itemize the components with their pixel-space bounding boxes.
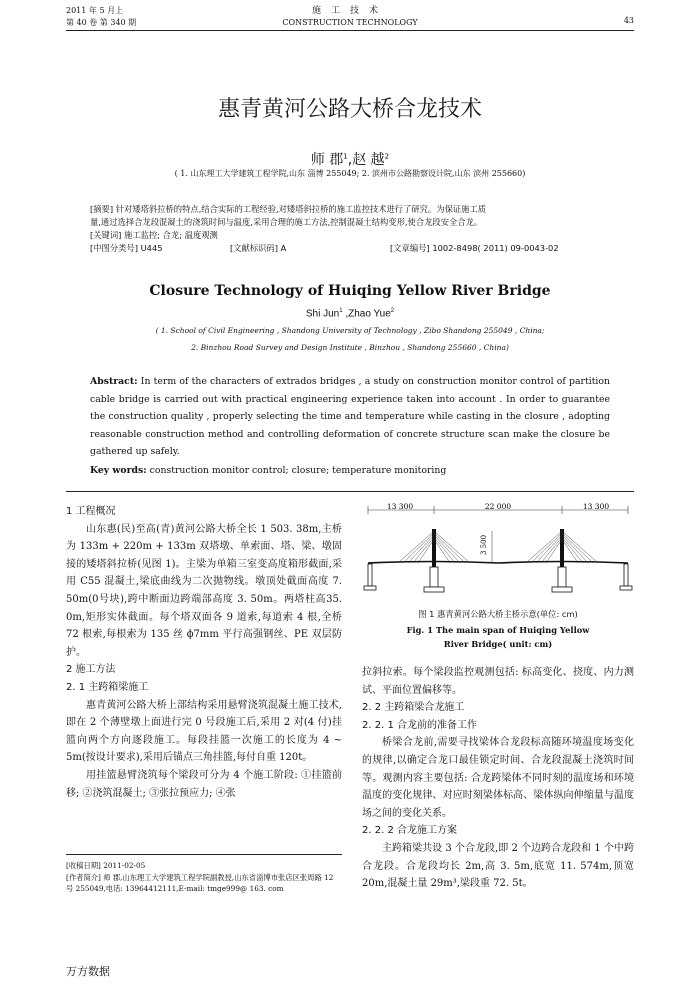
bridge-deck [368, 562, 628, 564]
dim-left-label: 13 300 [386, 503, 414, 511]
footnote-rule [66, 854, 342, 855]
tower-left [432, 529, 436, 567]
title-zh: 惠青黄河公路大桥合龙技术 [217, 97, 482, 122]
header-rule [66, 30, 634, 31]
section-2-2-2-heading: 2. 2. 2 合龙施工方案 [362, 825, 457, 837]
received-date: [收稿日期] 2011-02-05 [66, 861, 146, 870]
figure-caption-zh: 图 1 惠青黄河公路大桥主桥示意(单位: cm) [418, 609, 578, 619]
journal-name-zh: 施工技术 [311, 6, 388, 16]
section-2-2-1-paragraph: 桥梁合龙前,需要寻找梁体合龙段标高随环境温度场变化的规律,以确定合龙口最佳锁定时间、合龙段混凝土浇筑时间等。观测内容主要包括: 合龙跨梁体不同时刻的温度场和环境温度的变化规律、对应时刻梁体标高、梁体纵向伸缩量与温度场之间的变化关系。 [362, 737, 634, 819]
tower-right [560, 529, 564, 567]
title-en: Closure Technology of Huiqing Yellow River Bridge [149, 283, 551, 299]
pier-end-right [624, 564, 628, 586]
keywords-zh: [关键词] 施工监控; 合龙; 温度观测 [90, 230, 218, 240]
section-2-heading: 2 施工方法 [66, 664, 116, 676]
classification-line: [中图分类号] U445 [文献标识码] A [文章编号] 1002-8498( 2011) 09-0043-02 [90, 243, 559, 253]
bridge-elevation-figure [362, 503, 634, 603]
figure-caption-en-2: River Bridge( unit: cm) [443, 639, 553, 649]
affiliation-zh: ( 1. 山东理工大学建筑工程学院,山东 淄博 255049; 2. 滨州市公路勘察设计院,山东 滨州 255660) [174, 169, 526, 178]
section-2-2-2-paragraph: 主跨箱梁共设 3 个合龙段,即 2 个边跨合龙段和 1 个中跨合龙段。合龙段均长 2m,高 3. 5m,底宽 11. 574m,顶宽 20m,混凝土量 29m³,梁段重 72. 5t。 [362, 842, 634, 890]
stay-cables [398, 531, 598, 563]
left-column [66, 503, 342, 802]
keywords-en: Key words: construction monitor control; closure; temperature monitoring [90, 465, 447, 476]
pier-main-left [430, 567, 438, 587]
running-header-center [0, 5, 700, 29]
dim-right-label: 13 300 [582, 503, 610, 511]
section-2-1-paragraph-1: 惠青黄河公路大桥上部结构采用悬臂浇筑混凝土施工技术,即在 2 个薄壁墩上面进行完 0 号段施工后,采用 2 对(4 付)挂篮向两个方向逐段施工。每段挂篮一次施工的长度为 4 ~ 5m(按设计要求),采用后锚点三角挂篮,每付自重 120t。 [66, 699, 342, 764]
author-1-zh: 师 郡 [310, 152, 344, 168]
section-2-1-heading: 2. 1 主跨箱梁施工 [66, 681, 149, 693]
volume-issue: 第 40 卷 第 340 期 [66, 18, 137, 27]
section-2-2-heading: 2. 2 主跨箱梁合龙施工 [362, 702, 465, 714]
section-1-heading: 1 工程概况 [66, 506, 116, 517]
footnote [66, 860, 342, 895]
abstract-en: Abstract: In term of the characters of extrados bridges , a study on construction monitor control of partition cable bridge is carried out with practical engineering experience taken into account . In order to guarantee the construction quality , properly selecting the time and temperature while casting in the closure , adopting reasonable construction method and controlling deformation of concrete structure scan make the closure be gathered up safely. [90, 376, 610, 457]
pier-main-right [558, 567, 566, 587]
dim-height-label: 3 500 [480, 534, 488, 555]
section-2-1-paragraph-2: 用挂篮悬臂浇筑每个梁段可分为 4 个施工阶段: ①挂篮前移; ②浇筑混凝土; ③张拉预应力; ④张 [66, 769, 342, 799]
dim-mid-label: 22 000 [484, 503, 512, 511]
authors-en: Shi Jun$^1$ ,Zhao Yue$^2$ [305, 308, 395, 320]
author-bio: [作者简介] 师 郡,山东理工大学建筑工程学院副教授,山东省淄博市张店区张周路 12 号 255049,电话: 13964412111,E-mail: tmge999@ 163. com [66, 872, 334, 893]
continued-paragraph: 拉斜拉索。每个梁段监控观测包括: 标高变化、挠度、内力测试、平面位置偏移等。 [362, 667, 634, 696]
abstract-zh: [摘要] 针对矮塔斜拉桥的特点,结合实际的工程经验,对矮塔斜拉桥的施工监控技术进行了研究。为保证施工质 量,通过选择合龙段混凝土的浇筑时间与温度,采用合理的施工方法,控制混凝土结构变形,使合龙段安全合龙。 [关键词] 施工监控; 合龙; 温度观测 [中图分类号] U445 [文献标识码] A [文章编号] 1002-8498( 2011) 09-0043-02 [90, 203, 610, 255]
author-2-zh: 赵 越 [352, 152, 385, 168]
authors-zh: 师 郡$^1$,赵 越$^2$ [310, 152, 390, 168]
footing-left [424, 587, 444, 592]
right-column [362, 664, 634, 893]
figure-caption-en-1: Fig. 1 The main span of Huiqing Yellow [406, 625, 590, 635]
issue-date: 2011 年 5 月上 [66, 6, 124, 15]
page-number: 43 [623, 16, 634, 25]
pier-end-left [368, 564, 372, 586]
watermark: 万方数据 [66, 965, 110, 978]
section-1-paragraph: 山东惠(民)至高(青)黄河公路大桥全长 1 503. 38m,主桥为 133m + 220m + 133m 双塔墩、单索面、塔、梁、墩固接的矮塔斜拉桥(见图 1)。主梁为单箱三室变高度箱形截面,采用 C55 混凝土,梁底曲线为二次抛物线。墩顶处截面高度 7. 50m(0号块),跨中断面边跨端部高度 3. 50m。两塔柱高35. 0m,矩形实体截面。每个塔双面各 9 道索,每道索 4 根,全桥 72 根索,每根索为 135 丝 ϕ7mm 平行高强钢丝、PE 双层防护。 [66, 523, 342, 658]
affiliation-en-1: ( 1. School of Civil Engineering , Shandong University of Technology , Zibo Shandong 255049 , China; [155, 326, 545, 335]
section-rule [66, 491, 634, 492]
footing-right [552, 587, 572, 592]
journal-name-en: CONSTRUCTION TECHNOLOGY [282, 18, 418, 27]
affiliation-en-2: 2. Binzhou Road Survey and Design Institute , Binzhou , Shandong 255660 , China) [191, 343, 509, 352]
section-2-2-1-heading: 2. 2. 1 合龙前的准备工作 [362, 719, 477, 731]
